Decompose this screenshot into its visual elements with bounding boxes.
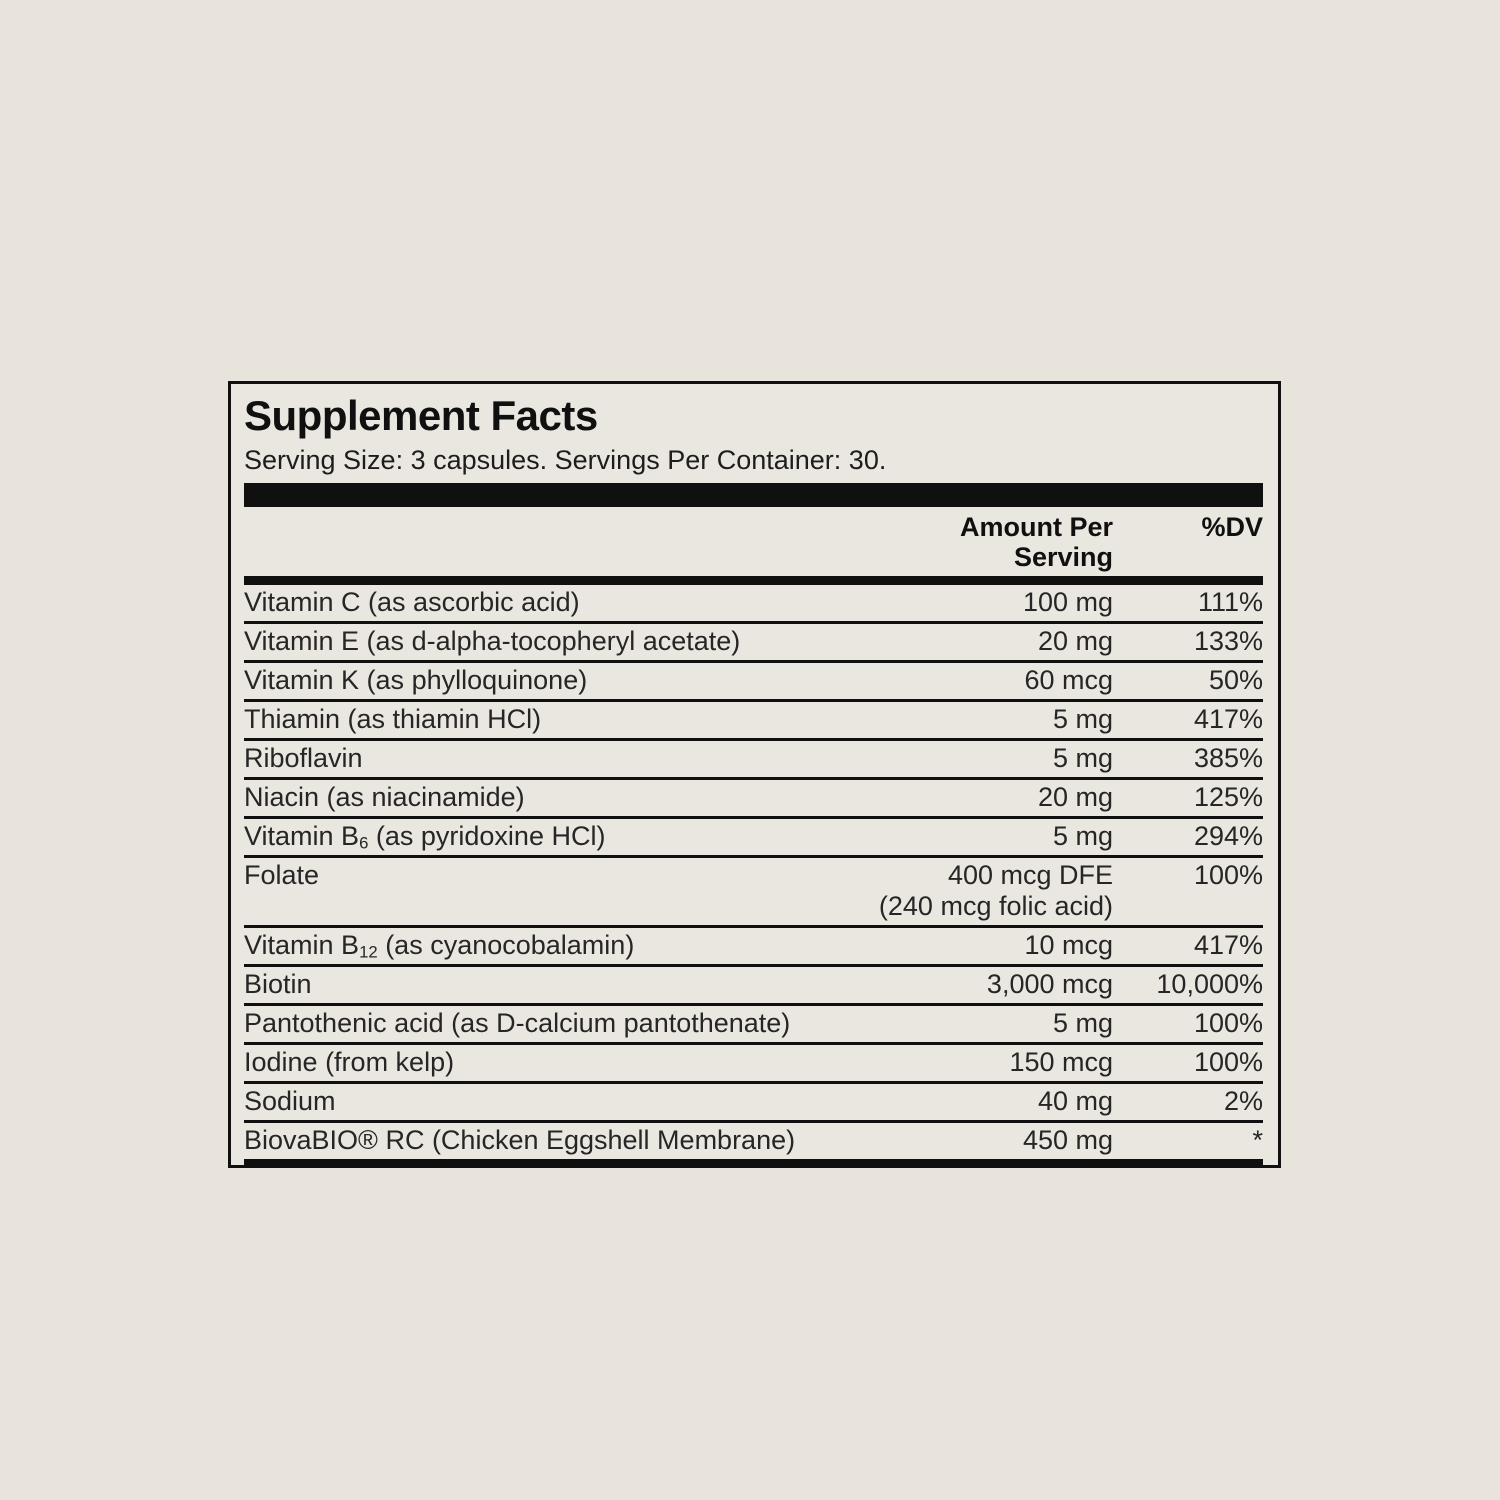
table-row [244, 777, 1263, 816]
nutrient-amount: 400 mcg DFE (240 mcg folic acid) [878, 860, 1113, 921]
amount-column-header: Amount Per Serving [959, 512, 1113, 572]
nutrient-name: Thiamin (as thiamin HCl) [244, 704, 542, 734]
nutrient-dv: 417% [1193, 704, 1263, 734]
nutrient-dv: 2% [1223, 1086, 1263, 1116]
serving-info: Serving Size: 3 capsules. Servings Per Container: 30. [244, 445, 887, 475]
nutrient-amount: 450 mg [1022, 1125, 1113, 1155]
nutrient-dv: 294% [1193, 821, 1263, 851]
nutrient-amount: 5 mg [1052, 821, 1113, 851]
nutrient-amount: 5 mg [1052, 704, 1113, 734]
nutrient-amount: 10 mcg [1024, 930, 1113, 960]
table-row [244, 925, 1263, 964]
table-row [244, 964, 1263, 1003]
nutrient-name: Riboflavin [244, 743, 363, 773]
nutrient-amount: 60 mcg [1024, 665, 1113, 695]
divider-medium [244, 576, 1263, 585]
nutrient-dv: 125% [1193, 782, 1263, 812]
nutrient-dv: 111% [1197, 587, 1263, 617]
nutrient-name: Sodium [244, 1086, 336, 1116]
table-row [244, 816, 1263, 855]
table-row [244, 699, 1263, 738]
nutrient-dv: 100% [1193, 1047, 1263, 1077]
nutrient-amount: 100 mg [1022, 587, 1113, 617]
nutrient-name: Iodine (from kelp) [244, 1047, 455, 1077]
nutrient-dv: 50% [1208, 665, 1263, 695]
nutrient-amount: 150 mcg [1009, 1047, 1113, 1077]
nutrient-amount: 5 mg [1052, 743, 1113, 773]
table-row [244, 621, 1263, 660]
nutrient-name: Vitamin $B_6$ (as pyridoxine HCl) [244, 821, 606, 853]
table-row [244, 660, 1263, 699]
table-row [244, 1042, 1263, 1081]
table-row [244, 855, 1263, 925]
nutrient-name: Biotin [244, 969, 312, 999]
table-row [244, 738, 1263, 777]
nutrient-amount: 3,000 mcg [986, 969, 1113, 999]
nutrient-name: Vitamin $B_{12}$ (as cyanocobalamin) [244, 930, 635, 962]
nutrient-dv: 100% [1193, 1008, 1263, 1038]
nutrient-name: Niacin (as niacinamide) [244, 782, 525, 812]
nutrient-name: Pantothenic acid (as D-calcium pantothenate) [244, 1008, 791, 1038]
nutrient-name: BiovaBIO® RC (Chicken Eggshell Membrane) [244, 1125, 796, 1155]
divider-thick [244, 483, 1263, 507]
nutrient-table [244, 585, 1263, 1165]
table-row [244, 1120, 1263, 1159]
nutrient-dv: 10,000% [1156, 969, 1263, 999]
dv-column-header: %DV [1201, 512, 1263, 542]
nutrient-name: Vitamin C (as ascorbic acid) [244, 587, 580, 617]
table-header-row [244, 507, 1263, 576]
nutrient-dv: 133% [1193, 626, 1263, 656]
nutrient-dv: * [1252, 1125, 1263, 1155]
nutrient-name: Vitamin K (as phylloquinone) [244, 665, 588, 695]
nutrient-amount: 20 mg [1037, 782, 1113, 812]
nutrient-amount: 40 mg [1037, 1086, 1113, 1116]
nutrient-dv: 385% [1193, 743, 1263, 773]
nutrient-amount: 20 mg [1037, 626, 1113, 656]
nutrient-name: Folate [244, 860, 320, 890]
table-row [244, 1003, 1263, 1042]
table-row [244, 1081, 1263, 1120]
nutrient-dv: 100% [1193, 860, 1263, 890]
table-row [244, 585, 1263, 621]
nutrient-amount: 5 mg [1052, 1008, 1113, 1038]
nutrient-name: Vitamin E (as d-alpha-tocopheryl acetate) [244, 626, 741, 656]
nutrient-dv: 417% [1193, 930, 1263, 960]
supplement-facts-panel [228, 381, 1281, 1168]
panel-title: Supplement Facts [244, 392, 598, 439]
